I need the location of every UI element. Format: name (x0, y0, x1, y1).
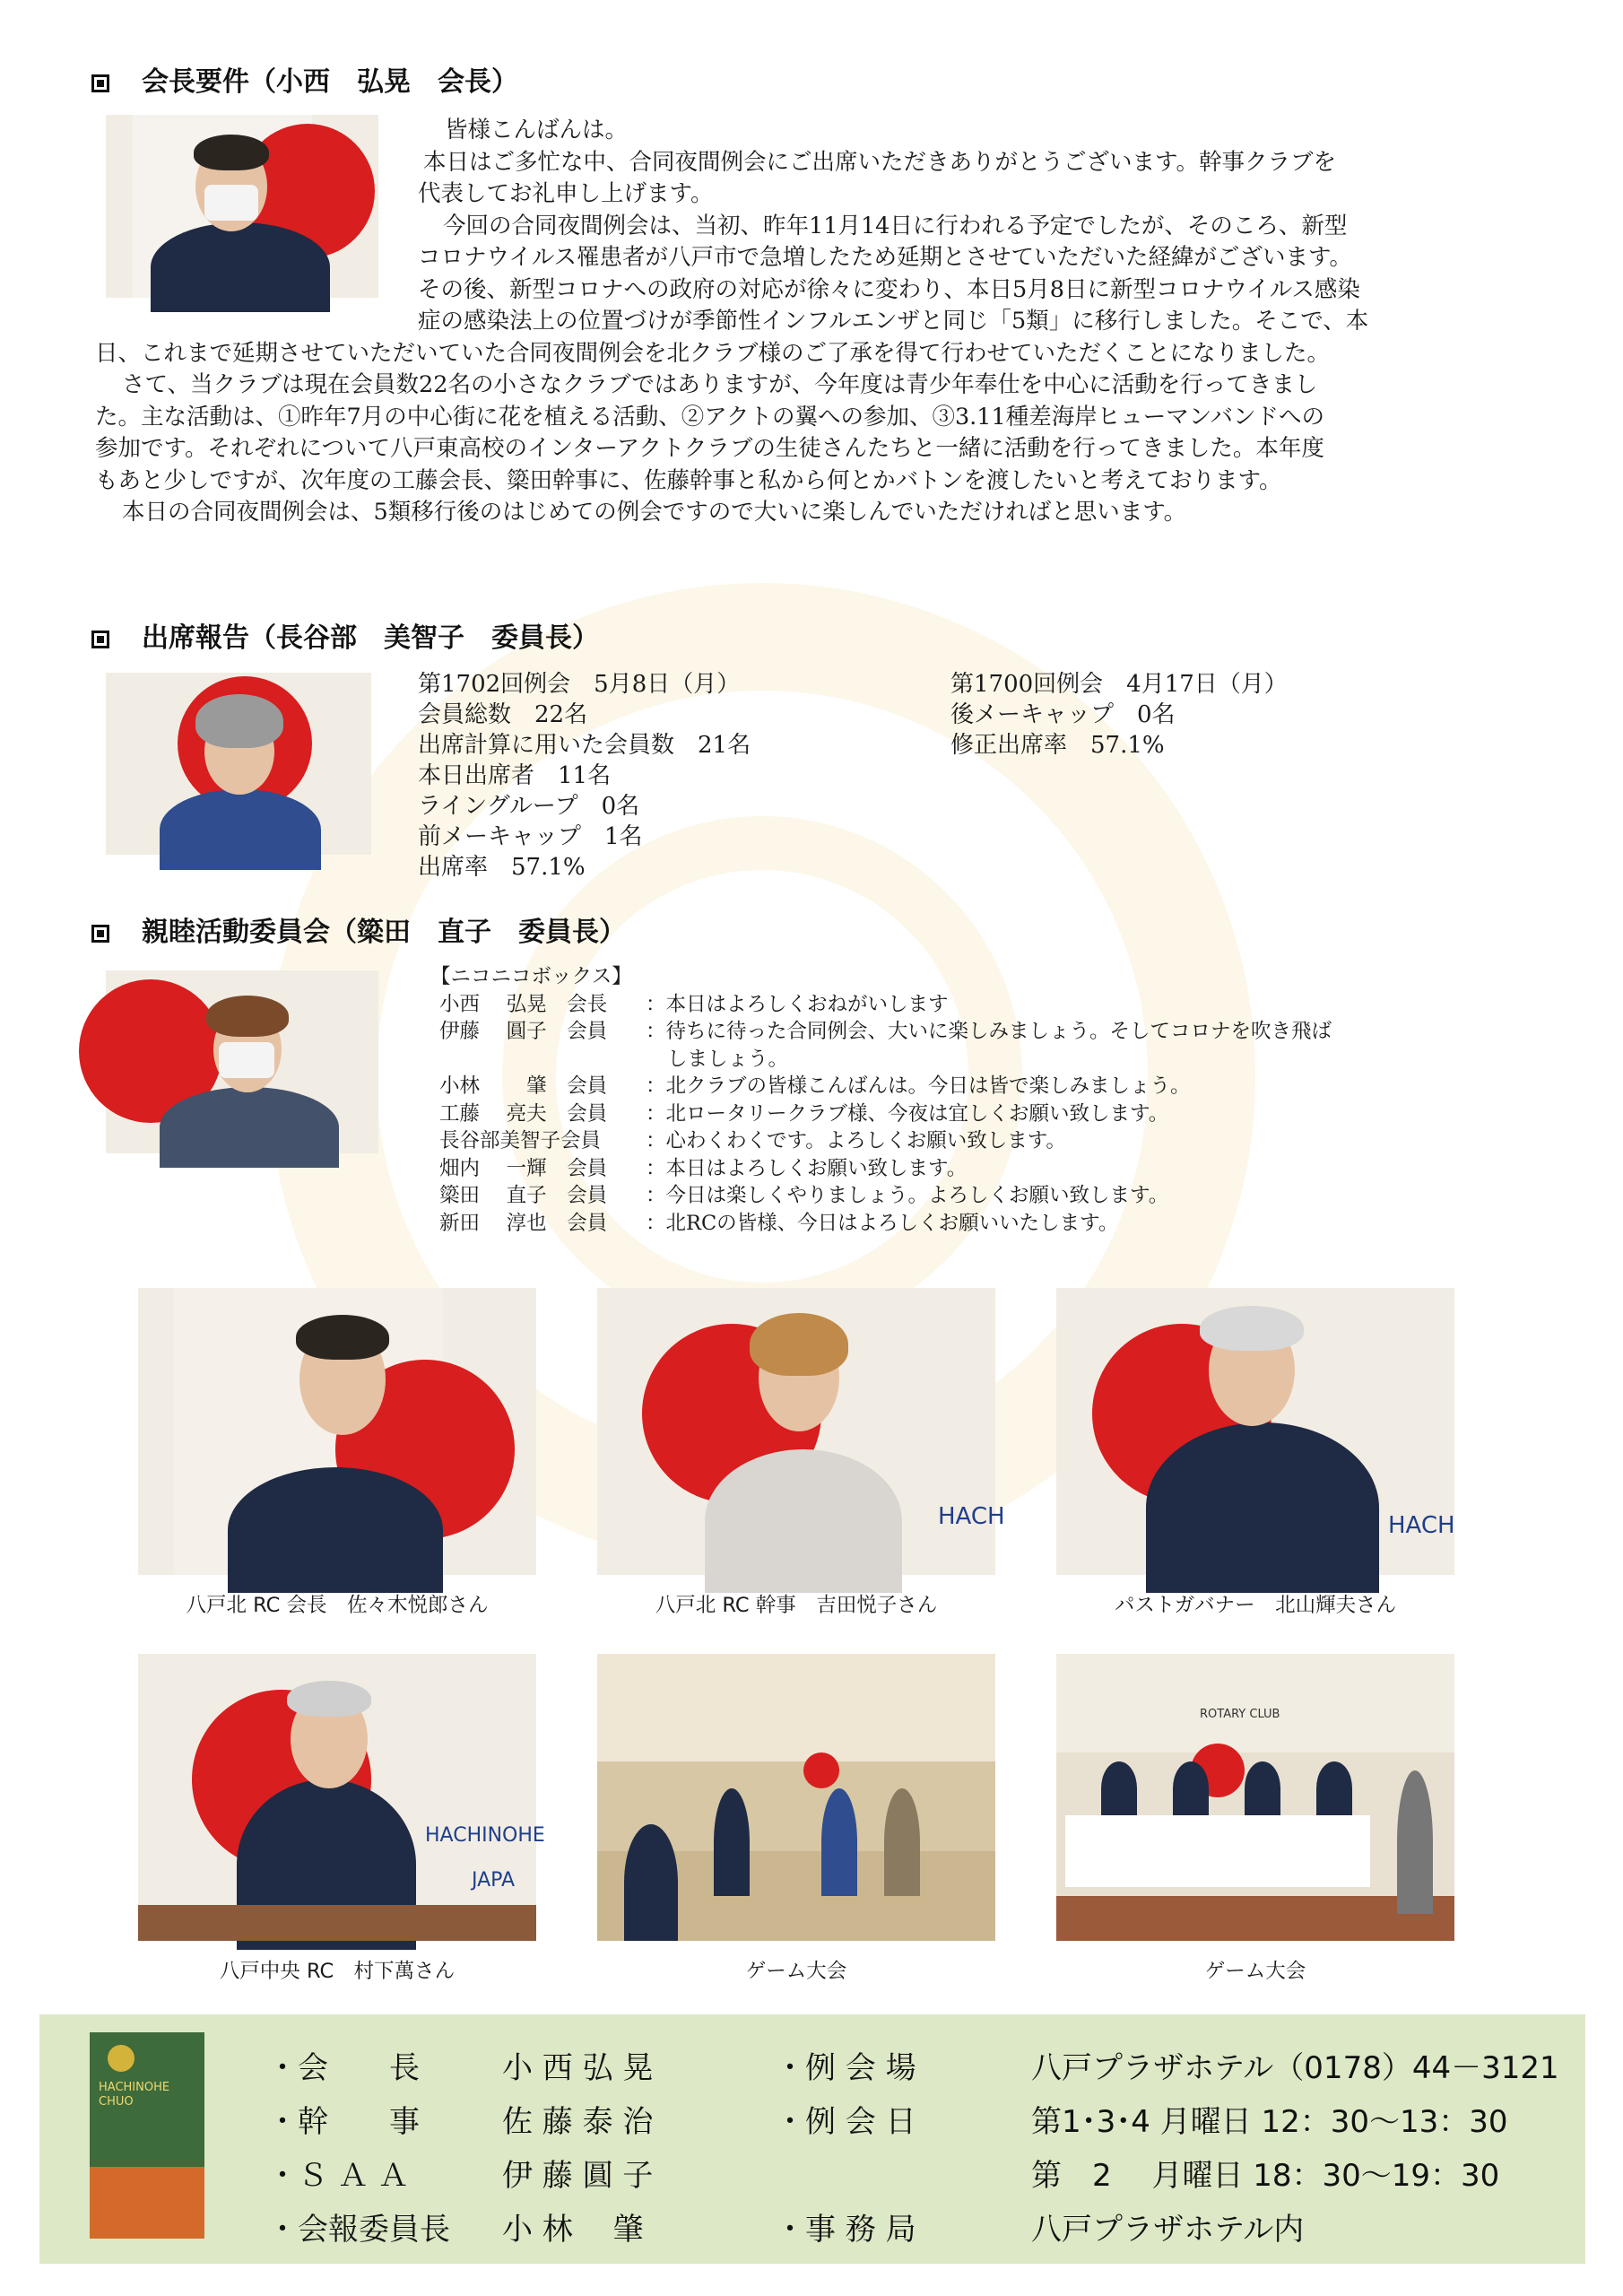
entry-name (439, 1046, 667, 1074)
entry-name: 工藤 亮夫 会員 (439, 1101, 608, 1126)
niconico-entry: 工藤 亮夫 会員 ： 北ロータリークラブ様、今夜は宜しくお願い致します。 (430, 1100, 1332, 1128)
speech-line: 代表してお礼申し上げます。 (418, 180, 714, 207)
niconico-entry: 簗田 直子 会員 ： 今日は楽しくやりましょう。よろしくお願い致します。 (430, 1182, 1332, 1210)
footer-label: ・会報委員長 (267, 2212, 450, 2248)
speech-line: 今回の合同夜間例会は、当初、昨年11月14日に行われる予定でしたが、そのころ、新型 (443, 212, 1348, 239)
footer-label: ・幹 事 (267, 2104, 420, 2140)
niconico-entry: 新田 淳也 会員 ： 北RCの皆様、今日はよろしくお願いいたします。 (430, 1210, 1332, 1238)
attendance-line: 後メーキャップ 0名 (950, 701, 1176, 728)
entry-message: 本日はよろしくお願い致します。 (665, 1156, 968, 1180)
speech-line: さて、当クラブは現在会員数22名の小さなクラブではありますが、今年度は青少年奉仕を中心に活動を行ってきまし (122, 371, 1318, 398)
square-bullet-icon (91, 631, 109, 648)
niconico-title: 【ニコニコボックス】 (430, 965, 632, 988)
club-banner-logo (90, 2032, 204, 2239)
speech-line: た。主な活動は、①昨年7月の中心街に花を植える活動、②アクトの翼への参加、③3.11種差海岸ヒューマンバンドへの (95, 403, 1324, 430)
entry-name: 小林 肇 会員 (439, 1074, 608, 1098)
attendance-line: 出席率 57.1% (418, 854, 586, 881)
photo-caption: 八戸北 RC 会長 佐々木悦郎さん (186, 1594, 489, 1617)
niconico-entry: 小林 肇 会員 ： 北クラブの皆様こんばんは。今日は皆で楽しみましょう。 (430, 1073, 1332, 1100)
section-heading-attendance: 出席報告（長谷部 美智子 委員長） (91, 615, 599, 655)
attendance-chair-photo (106, 673, 371, 855)
entry-name: 小西 弘晃 会長 (439, 992, 608, 1016)
photo-caption: 八戸中央 RC 村下萬さん (219, 1960, 456, 1983)
fellowship-chair-photo (106, 970, 378, 1153)
speech-line: その後、新型コロナへの政府の対応が徐々に変わり、本日5月8日に新型コロナウイルス感染 (418, 275, 1360, 303)
section-heading-fellowship: 親睦活動委員会（簗田 直子 委員長） (91, 909, 626, 949)
attendance-line: 出席計算に用いた会員数 21名 (418, 732, 751, 759)
footer-row (267, 2097, 1508, 2141)
attendance-left-list (418, 669, 751, 883)
footer-label: ・会 長 (267, 2050, 420, 2086)
attendance-line: ライングループ 0名 (418, 793, 640, 820)
footer-value: 八戸プラザホテル（0178）44－3121 (1031, 2050, 1559, 2086)
attendance-line: 前メーキャップ 1名 (418, 823, 643, 850)
footer-value: 第 2 月曜日 18：30～19：30 (1031, 2158, 1500, 2194)
footer-row (267, 2043, 1559, 2087)
speech-line: もあと少しですが、次年度の工藤会長、簗田幹事に、佐藤幹事と私から何とかバトンを渡したいと考えております。 (95, 466, 1282, 494)
sign-text: HACH (1388, 1512, 1455, 1539)
photo-caption: 八戸北 RC 幹事 吉田悦子さん (655, 1594, 938, 1617)
square-bullet-icon (91, 74, 109, 92)
entry-message: 本日はよろしくおねがいします (665, 992, 949, 1016)
speech-line: コロナウイルス罹患者が八戸市で急増したため延期とさせていただいた経緯がございます。 (418, 244, 1352, 271)
speech-line: 本日の合同夜間例会は、5類移行後のはじめての例会ですので大いに楽しんでいただければと思います。 (122, 499, 1187, 526)
rotary-emblem-icon (108, 2045, 135, 2072)
footer-value: 第1･3･4 月曜日 12：30～13：30 (1031, 2104, 1508, 2140)
footer-label: ・例 会 場 (775, 2050, 916, 2086)
square-bullet-icon (91, 925, 109, 943)
president-speech (95, 115, 1505, 529)
guest-photo-north-president (138, 1288, 536, 1575)
attendance-line: 第1702回例会 5月8日（月） (418, 671, 741, 698)
footer-value: 小 林 肇 (502, 2212, 644, 2248)
footer-row (267, 2205, 1304, 2248)
attendance-right-list (950, 669, 1288, 761)
niconico-entry (430, 1046, 1332, 1074)
footer-label: ・事 務 局 (775, 2212, 916, 2248)
attendance-line: 会員総数 22名 (418, 701, 588, 728)
footer-value: 八戸プラザホテル内 (1031, 2212, 1305, 2248)
photo-caption: パストガバナー 北山輝夫さん (1114, 1594, 1397, 1617)
speech-line: 皆様こんばんは。 (445, 117, 629, 144)
sign-text: HACH (938, 1503, 1005, 1530)
photo-caption: ゲーム大会 (1204, 1960, 1306, 1983)
speech-line: 本日はご多忙な中、合同夜間例会にご出席いただきありがとうございます。幹事クラブを (423, 148, 1336, 176)
entry-name: 畑内 一輝 会員 (439, 1156, 608, 1180)
sign-text: ROTARY CLUB (1200, 1708, 1280, 1721)
entry-message: 今日は楽しくやりましょう。よろしくお願い致します。 (665, 1184, 1169, 1207)
guest-photo-north-secretary (597, 1288, 1005, 1575)
banner-text: HACHINOHE CHUO (99, 2081, 170, 2109)
speech-line: 症の感染法上の位置づけが季節性インフルエンザと同じ「5類」に移行しました。そこで、本 (418, 308, 1369, 335)
niconico-entry: 伊藤 圓子 会員 ： 待ちに待った合同例会、大いに楽しみましょう。そしてコロナを吹き飛ば (430, 1018, 1332, 1046)
game-event-photo-2 (1056, 1654, 1454, 1941)
niconico-entry: 長谷部美智子会員 ： 心わくわくです。よろしくお願い致します。 (430, 1127, 1332, 1155)
sign-text: JAPA (472, 1869, 516, 1892)
game-event-photo-1 (597, 1654, 995, 1941)
speech-line: 参加です。それぞれについて八戸東高校のインターアクトクラブの生徒さんたちと一緒に活動を行ってきました。本年度 (95, 435, 1324, 462)
attendance-line: 修正出席率 57.1% (950, 732, 1165, 759)
speech-line: 日、これまで延期させていただいていた合同夜間例会を北クラブ様のご了承を得て行わせていただくことになりました。 (95, 339, 1331, 367)
entry-name: 簗田 直子 会員 (439, 1184, 608, 1207)
attendance-line: 本日出席者 11名 (418, 762, 612, 789)
footer-value: 伊 藤 圓 子 (502, 2158, 654, 2194)
niconico-entry: 小西 弘晃 会長 ： 本日はよろしくおねがいします (430, 991, 1332, 1019)
guest-photo-past-governor (1056, 1288, 1454, 1575)
entry-name: 新田 淳也 会員 (439, 1211, 608, 1235)
footer-label: ・Ｓ Ａ Ａ (267, 2158, 409, 2194)
niconico-entry: 畑内 一輝 会員 ： 本日はよろしくお願い致します。 (430, 1155, 1332, 1183)
entry-name: 伊藤 圓子 会員 (439, 1020, 608, 1043)
photo-caption: ゲーム大会 (745, 1960, 847, 1983)
footer-label: ・例 会 日 (775, 2104, 916, 2140)
attendance-line: 第1700回例会 4月17日（月） (950, 671, 1288, 698)
footer-row (267, 2151, 1499, 2195)
entry-message: 北クラブの皆様こんばんは。今日は皆で楽しみましょう。 (665, 1074, 1191, 1098)
entry-name: 長谷部美智子会員 (439, 1129, 602, 1152)
section-heading-president: 会長要件（小西 弘晃 会長） (91, 59, 518, 99)
entry-message: 北ロータリークラブ様、今夜は宜しくお願い致します。 (665, 1101, 1169, 1126)
entry-message: 北RCの皆様、今日はよろしくお願いいたします。 (665, 1211, 1119, 1235)
footer-value: 佐 藤 泰 治 (502, 2104, 654, 2140)
entry-message: 待ちに待った合同例会、大いに楽しみましょう。そしてコロナを吹き飛ば (665, 1020, 1332, 1043)
entry-message: 心わくわくです。よろしくお願い致します。 (665, 1129, 1066, 1152)
sign-text: HACHINOHE (425, 1824, 545, 1847)
footer-value: 小 西 弘 晃 (502, 2050, 654, 2086)
niconico-box (430, 963, 1332, 1237)
entry-message: しましょう。 (667, 1047, 789, 1071)
guest-photo-chuo-murashita (138, 1654, 545, 1941)
